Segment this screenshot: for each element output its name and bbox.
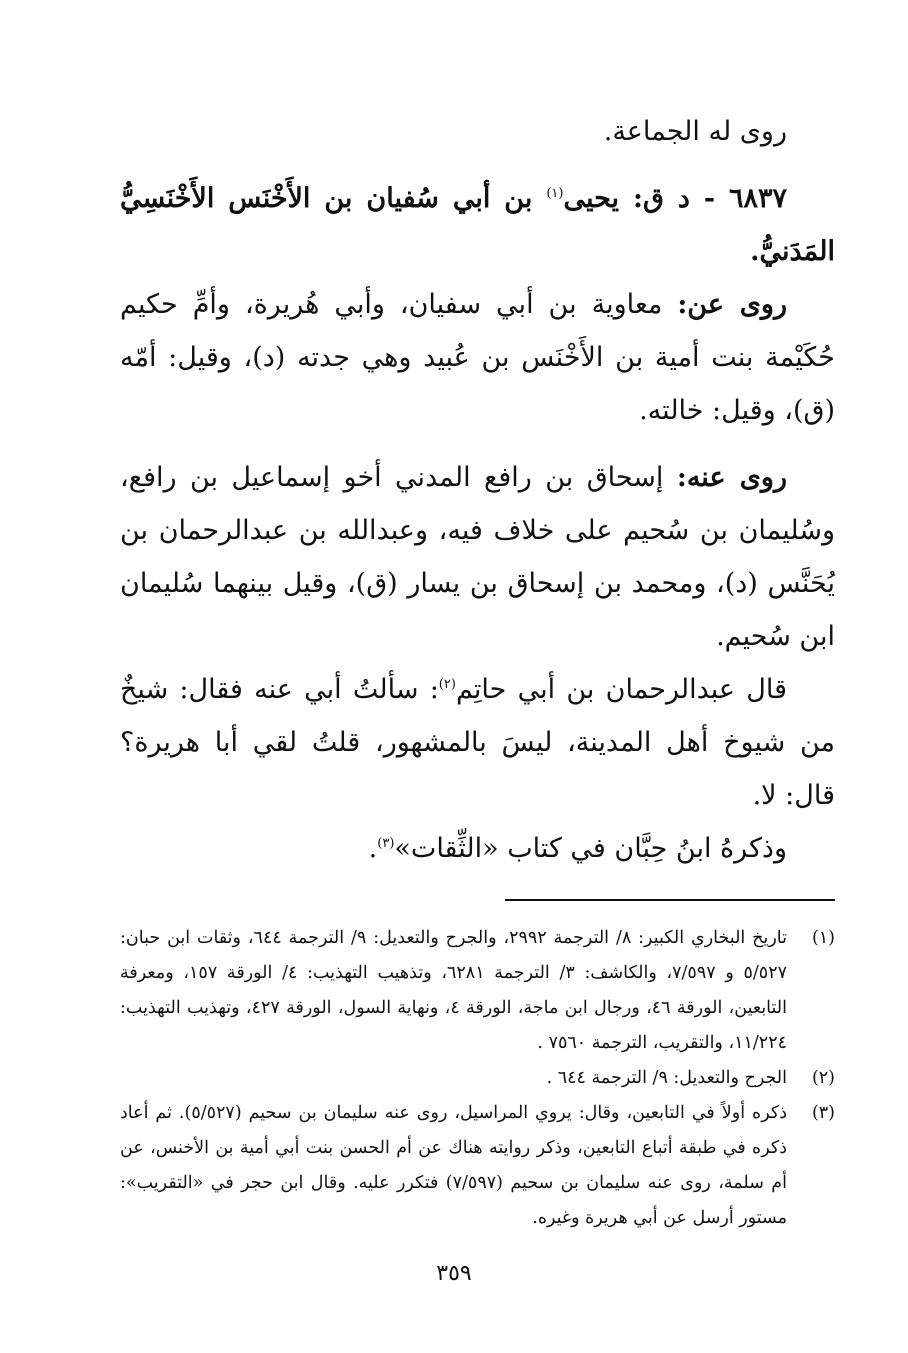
footnotes bbox=[120, 921, 835, 1236]
footnote-text: الجرح والتعديل: ٩/ الترجمة ٦٤٤ . bbox=[546, 1068, 787, 1088]
paragraph-1 bbox=[120, 105, 835, 158]
narrated-by bbox=[120, 451, 835, 663]
abi-hatim-quote bbox=[120, 663, 835, 822]
footnote-number: (٣) bbox=[811, 1103, 835, 1123]
footnote-text: تاريخ البخاري الكبير: ٨/ الترجمة ٢٩٩٢، والجرح والتعديل: ٩/ الترجمة ٦٤٤، وثقات ابن حبان: ٥/٥٢٧ و ٧/٥٩٧، والكاشف: ٣/ الترجمة ٦٢٨١، وتذهيب التهذيب: ٤/ الورقة ١٥٧، ومعرفة التابعين، الورقة ٤٦، ورجال ابن ماجة، الورقة ٤، ونهاية السول، الورقة ٤٢٧، وتهذيب التهذيب: ١١/٢٢٤، والتقريب، الترجمة ٧٥٦٠ . bbox=[120, 928, 787, 1053]
entry-number: ٦٨٣٧ - د ق: يحيى bbox=[563, 183, 787, 214]
narrated-from bbox=[120, 278, 835, 437]
entry-heading bbox=[120, 172, 835, 278]
entry-name: بن أبي سُفيان بن الأَخْنَس الأَخْنَسِيُّ المَدَنيُّ. bbox=[120, 183, 835, 267]
ibn-hibban-text: وذكرهُ ابنُ حِبَّان في كتاب «الثِّقات» bbox=[394, 833, 787, 864]
footnote bbox=[120, 1096, 835, 1236]
narrated-by-lead: روى عنه: bbox=[676, 462, 787, 493]
p1-text: روى له الجماعة. bbox=[603, 116, 787, 147]
footnote-ref-3: (٣) bbox=[377, 836, 395, 851]
footnote-divider bbox=[505, 899, 835, 901]
footnote-ref-1: (١) bbox=[546, 186, 564, 201]
page-body bbox=[120, 105, 835, 1305]
footnote bbox=[120, 1061, 835, 1096]
narrated-from-text: معاوية بن أبي سفيان، وأبي هُريرة، وأمِّ حكيم حُكَيْمة بنت أمية بن الأَخْنَس بن عُبيد وهي جدته (د)، وقيل: أمّه (ق)، وقيل: خالته. bbox=[120, 289, 835, 426]
quote-text: : سألتُ أبي عنه فقال: شيخٌ من شيوخ أهل المدينة، ليسَ بالمشهور، قلتُ لقي أبا هريرة؟ قال: لا. bbox=[120, 674, 835, 811]
quote-lead: قال عبدالرحمان بن أبي حاتِم bbox=[455, 674, 788, 705]
narrated-from-lead: روى عن: bbox=[677, 289, 787, 320]
narrated-by-text: إسحاق بن رافع المدني أخو إسماعيل بن رافع، وسُليمان بن سُحيم على خلاف فيه، وعبدالله بن عبدالرحمان بن يُحَنَّس (د)، ومحمد بن إسحاق بن يسار (ق)، وقيل بينهما سُليمان ابن سُحيم. bbox=[120, 462, 835, 652]
ibn-hibban-end: . bbox=[368, 833, 378, 864]
page-number: ٣٥٩ bbox=[436, 1261, 472, 1286]
footnote bbox=[120, 921, 835, 1061]
main-text bbox=[120, 105, 835, 875]
footnote-number: (١) bbox=[811, 928, 835, 948]
footnote-number: (٢) bbox=[811, 1068, 835, 1088]
ibn-hibban-note bbox=[120, 822, 835, 875]
footnote-ref-2: (٢) bbox=[438, 677, 456, 692]
footnote-text: ذكره أولاً في التابعين، وقال: يروي المراسيل، روى عنه سليمان بن سحيم (٥/٥٢٧). ثم أعاد ذكره في طبقة أتباع التابعين، وذكر روايته هناك عن أم الحسن بنت أبي أمية بن الأخنس، عن أم سلمة، روى عنه سليمان بن سحيم (٧/٥٩٧) فتكرر عليه. وقال ابن حجر في «التقريب»: مستور أرسل عن أبي هريرة وغيره. bbox=[120, 1103, 787, 1228]
